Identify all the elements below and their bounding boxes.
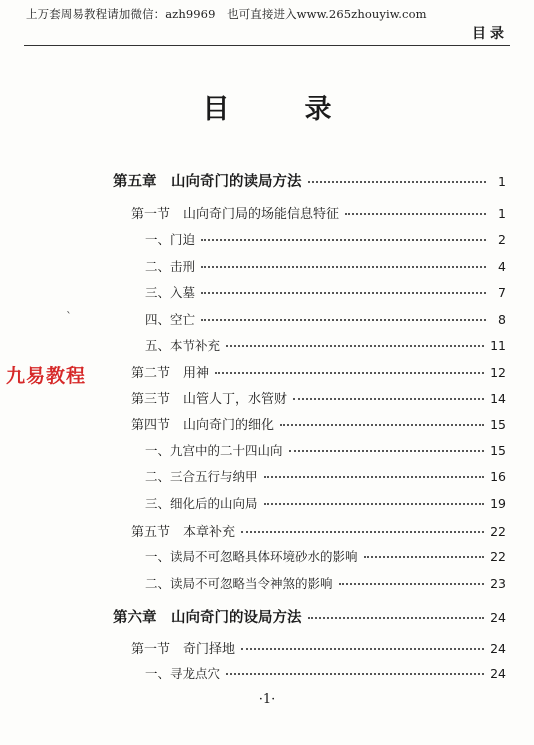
toc-entry-page: 24	[490, 610, 506, 625]
toc-entry-number: 第五节	[131, 525, 184, 540]
toc-entry-number: 二、	[145, 259, 171, 274]
toc-entry-number: 第三节	[131, 392, 184, 407]
toc-entry-title: 山向奇门局的场能信息特征	[183, 207, 340, 222]
toc-entry	[131, 362, 506, 382]
toc-entry-title: 击刑	[170, 259, 196, 274]
toc-entry	[145, 574, 506, 594]
toc-entry-number: 第一节	[131, 207, 184, 222]
toc-leader-dots	[226, 345, 484, 347]
toc-leader-dots	[345, 213, 486, 215]
toc-entry-page: 7	[498, 285, 506, 300]
toc-entry-title: 空亡	[170, 312, 196, 327]
toc-entry	[145, 547, 506, 567]
red-stamp: 九易教程	[6, 365, 87, 387]
toc-entry-page: 12	[490, 365, 506, 380]
toc-entry-page: 4	[498, 259, 506, 274]
toc-entry-title: 用神	[183, 366, 210, 381]
toc-leader-dots	[264, 503, 485, 505]
toc-entry-number: 三、	[145, 496, 171, 511]
toc-entry-number: 一、	[145, 549, 171, 564]
stray-mark: `	[66, 310, 72, 324]
toc-entry-page: 1	[498, 206, 506, 221]
toc-entry-number: 一、	[145, 443, 171, 458]
toc-entry-page: 24	[490, 641, 506, 656]
toc-entry-page: 16	[490, 469, 506, 484]
toc-entry-page: 15	[490, 417, 506, 432]
toc-entry	[131, 414, 506, 434]
toc-entry-title: 本节补充	[170, 338, 221, 353]
toc-leader-dots	[280, 424, 484, 426]
toc-entry-title: 山向奇门的设局方法	[171, 609, 302, 626]
watermark-text: 上万套周易教程请加微信：azh9969 也可直接进入www.265zhouyiw.com	[26, 7, 427, 21]
toc-leader-dots	[201, 239, 486, 241]
toc-entry-title: 山管人丁，水管财	[183, 392, 288, 407]
toc-entry-page: 24	[490, 666, 506, 681]
toc-entry-title: 寻龙点穴	[170, 666, 221, 681]
toc-entry	[131, 388, 506, 408]
toc-leader-dots	[226, 673, 484, 675]
toc-entry	[145, 230, 506, 250]
toc-leader-dots	[308, 617, 485, 619]
toc-entry-page: 11	[490, 338, 506, 353]
toc-entry-number: 二、	[145, 576, 171, 591]
toc-entry-number: 三、	[145, 285, 171, 300]
toc-entry-number: 二、	[145, 469, 171, 484]
toc-entry-page: 8	[498, 312, 506, 327]
toc-entry	[113, 606, 506, 626]
toc-entry-page: 14	[490, 391, 506, 406]
toc-entry-title: 奇门择地	[183, 642, 236, 657]
toc-entry-title: 读局不可忽略具体环境砂水的影响	[170, 549, 358, 564]
toc-entry	[145, 441, 506, 461]
toc-entry	[145, 467, 506, 487]
toc-entry-page: 22	[490, 524, 506, 539]
toc-entry-page: 15	[490, 443, 506, 458]
toc-entry-page: 22	[490, 549, 506, 564]
toc-entry	[145, 336, 506, 356]
toc-entry-title: 入墓	[170, 285, 196, 300]
toc-leader-dots	[289, 450, 485, 452]
toc-leader-dots	[215, 372, 484, 374]
toc-entry-title: 细化后的山向局	[170, 496, 258, 511]
toc-entry	[145, 257, 506, 277]
toc-entry	[113, 170, 506, 190]
toc-leader-dots	[264, 476, 485, 478]
page-title: 目 录	[202, 94, 356, 125]
toc-entry-number: 一、	[145, 666, 171, 681]
toc-entry-number: 第五章	[113, 173, 171, 190]
toc-leader-dots	[293, 398, 484, 400]
toc-leader-dots	[201, 319, 486, 321]
toc-entry-page: 2	[498, 232, 506, 247]
toc-leader-dots	[201, 266, 486, 268]
toc-leader-dots	[364, 556, 485, 558]
toc-entry	[145, 283, 506, 303]
toc-entry-number: 第六章	[113, 609, 171, 626]
toc-entry-title: 本章补充	[183, 525, 236, 540]
toc-leader-dots	[339, 583, 485, 585]
toc-leader-dots	[241, 648, 484, 650]
toc-leader-dots	[241, 531, 484, 533]
toc-entry-number: 四、	[145, 312, 171, 327]
toc-entry	[131, 203, 506, 223]
toc-entry-page: 19	[490, 496, 506, 511]
toc-entry-number: 第二节	[131, 366, 184, 381]
toc-entry-number: 五、	[145, 338, 171, 353]
toc-entry-number: 一、	[145, 232, 171, 247]
toc-entry-title: 门迫	[170, 232, 196, 247]
toc-entry-number: 第一节	[131, 642, 184, 657]
toc-entry	[131, 638, 506, 658]
toc-entry-page: 23	[490, 576, 506, 591]
toc-entry	[145, 310, 506, 330]
toc-leader-dots	[308, 181, 487, 183]
running-head: 目录	[472, 26, 508, 42]
toc-entry-title: 三合五行与纳甲	[170, 469, 258, 484]
toc-entry-title: 山向奇门的读局方法	[171, 173, 302, 190]
toc-entry-title: 读局不可忽略当令神煞的影响	[170, 576, 333, 591]
toc-entry	[131, 521, 506, 541]
toc-entry	[145, 494, 506, 514]
page-number: ·1·	[258, 692, 276, 707]
toc-entry-page: 1	[498, 174, 506, 189]
toc-entry	[145, 664, 506, 684]
toc-entry-title: 九宫中的二十四山向	[170, 443, 283, 458]
toc-entry-title: 山向奇门的细化	[183, 418, 275, 433]
toc-leader-dots	[201, 292, 486, 294]
toc-entry-number: 第四节	[131, 418, 184, 433]
